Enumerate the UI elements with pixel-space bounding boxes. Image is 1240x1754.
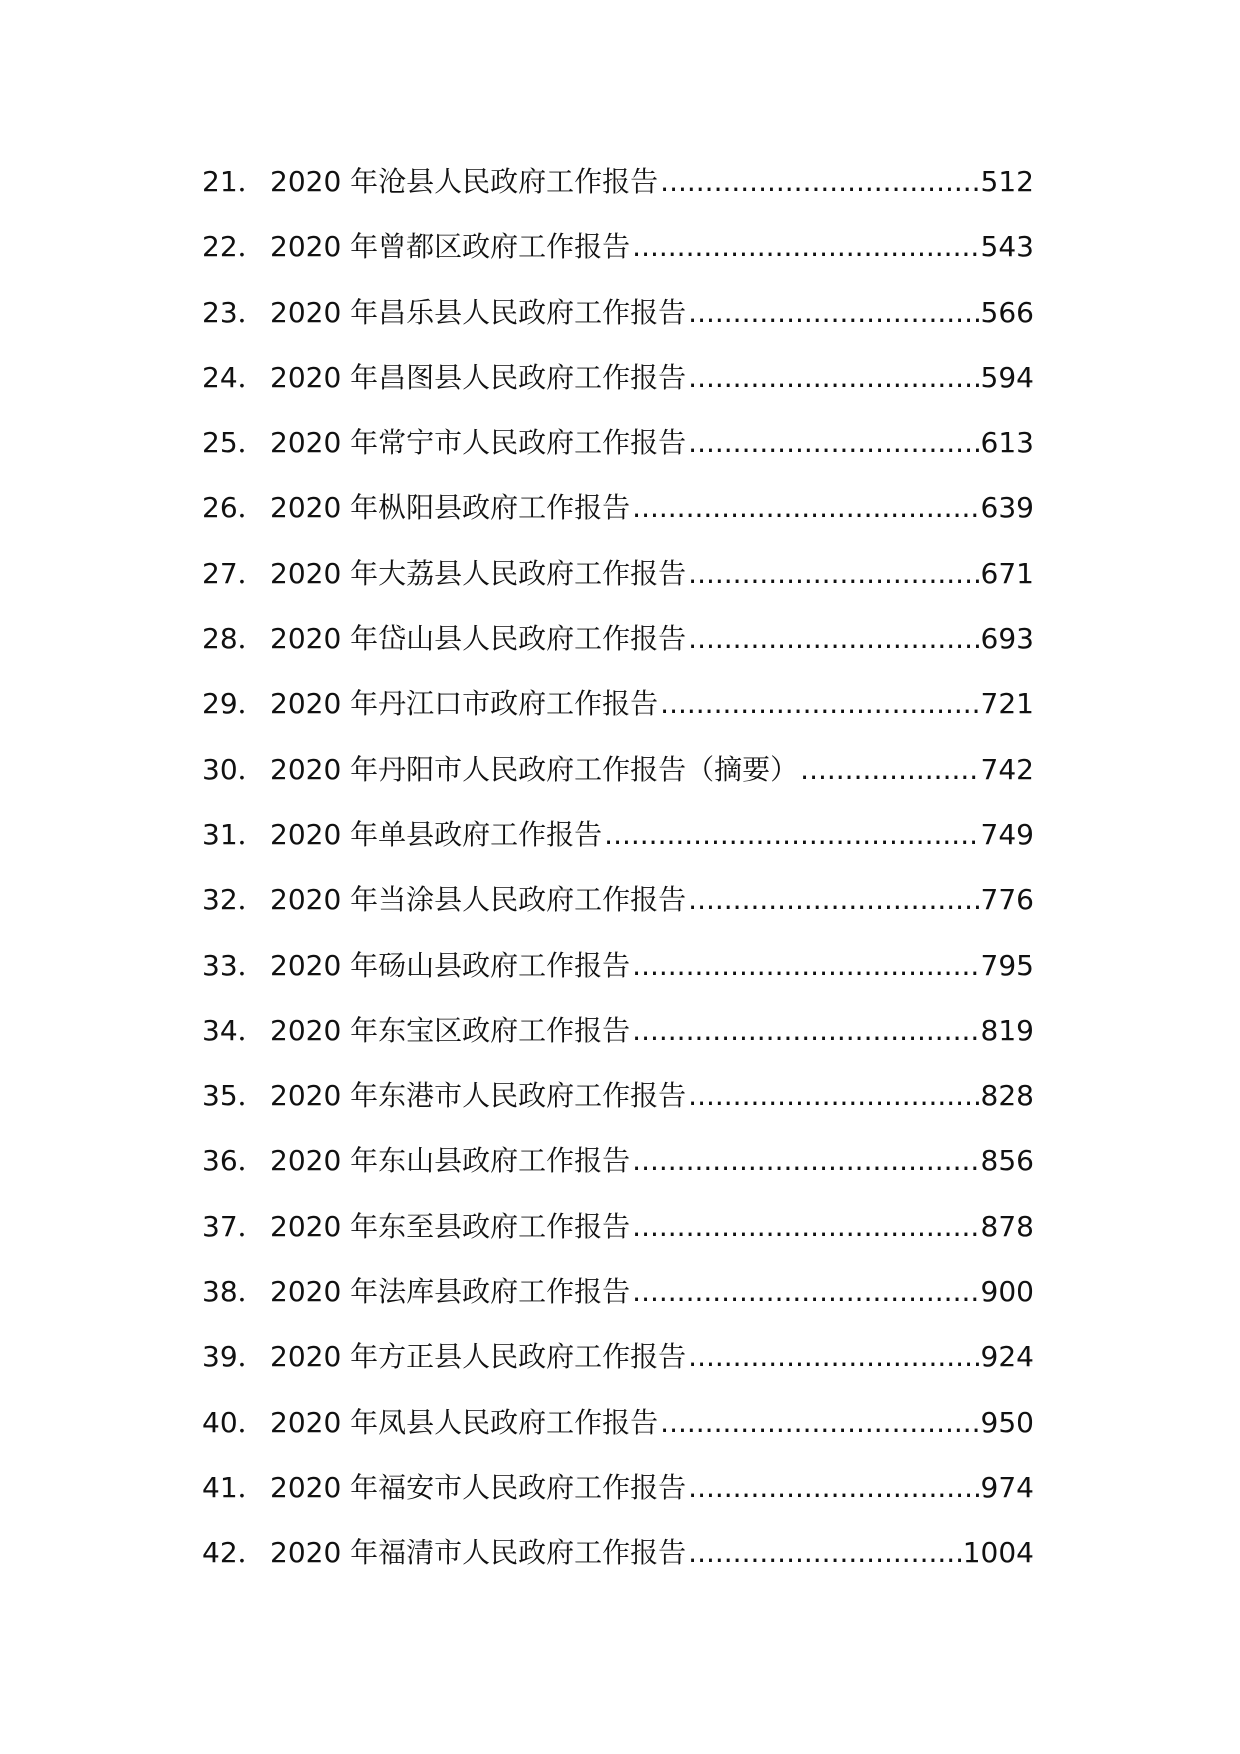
toc-entry-number: 39． bbox=[202, 1340, 266, 1374]
toc-dot-leader bbox=[688, 299, 978, 327]
toc-entry[interactable] bbox=[202, 1275, 1034, 1343]
toc-entry-title: 2020 年丹江口市政府工作报告 bbox=[270, 687, 659, 721]
toc-entry[interactable] bbox=[202, 295, 1034, 364]
toc-entry-page-number: 693 bbox=[980, 622, 1034, 656]
toc-dot-leader bbox=[632, 494, 978, 522]
toc-dot-leader bbox=[632, 1147, 978, 1175]
toc-entry-page-number: 924 bbox=[980, 1340, 1034, 1374]
toc-dot-leader bbox=[632, 1278, 978, 1306]
toc-entry-number: 25． bbox=[202, 426, 266, 460]
toc-dot-leader bbox=[688, 364, 978, 392]
toc-dot-leader bbox=[632, 952, 978, 980]
toc-dot-leader bbox=[800, 756, 978, 784]
toc-dot-leader bbox=[632, 1017, 978, 1045]
toc-entry-title: 2020 年丹阳市人民政府工作报告（摘要） bbox=[270, 752, 799, 786]
toc-entry[interactable] bbox=[202, 687, 1034, 755]
toc-entry-title: 2020 年当涂县人民政府工作报告 bbox=[270, 883, 687, 917]
toc-entry-page-number: 613 bbox=[980, 426, 1034, 460]
toc-entry-title: 2020 年方正县人民政府工作报告 bbox=[270, 1340, 687, 1374]
toc-entry-page-number: 543 bbox=[980, 230, 1034, 264]
toc-entry-title: 2020 年凤县人民政府工作报告 bbox=[270, 1405, 659, 1439]
toc-entry[interactable] bbox=[202, 360, 1034, 429]
toc-entry-page-number: 671 bbox=[980, 556, 1034, 590]
toc-entry-page-number: 566 bbox=[980, 295, 1034, 329]
toc-dot-leader bbox=[660, 690, 978, 718]
toc-entry-title: 2020 年单县政府工作报告 bbox=[270, 817, 603, 851]
toc-dot-leader bbox=[688, 1082, 978, 1110]
toc-dot-leader bbox=[660, 168, 978, 196]
toc-entry-number: 38． bbox=[202, 1275, 266, 1309]
toc-entry-page-number: 900 bbox=[980, 1275, 1034, 1309]
toc-entry-number: 23． bbox=[202, 295, 266, 329]
toc-entry-page-number: 828 bbox=[980, 1079, 1034, 1113]
toc-entry[interactable] bbox=[202, 556, 1034, 625]
toc-dot-leader bbox=[688, 560, 978, 588]
toc-entry-title: 2020 年福安市人民政府工作报告 bbox=[270, 1470, 687, 1504]
toc-entry[interactable] bbox=[202, 1405, 1034, 1474]
toc-entry-title: 2020 年东山县政府工作报告 bbox=[270, 1144, 631, 1178]
toc-entry-number: 40． bbox=[202, 1405, 266, 1439]
toc-dot-leader bbox=[688, 1539, 961, 1567]
toc-entry-page-number: 742 bbox=[980, 752, 1034, 786]
toc-entry-page-number: 512 bbox=[980, 165, 1034, 198]
toc-dot-leader bbox=[688, 1343, 978, 1371]
toc-dot-leader bbox=[688, 625, 978, 653]
toc-entry[interactable] bbox=[202, 1470, 1034, 1539]
toc-entry-number: 28． bbox=[202, 622, 266, 656]
toc-entry[interactable] bbox=[202, 165, 1034, 233]
toc-entry[interactable] bbox=[202, 1340, 1034, 1408]
toc-entry-title: 2020 年东宝区政府工作报告 bbox=[270, 1013, 631, 1047]
toc-entry[interactable] bbox=[202, 426, 1034, 494]
toc-entry-title: 2020 年昌图县人民政府工作报告 bbox=[270, 360, 687, 394]
toc-entry-number: 36． bbox=[202, 1144, 266, 1178]
toc-entry-page-number: 594 bbox=[980, 360, 1034, 394]
toc-entry-number: 27． bbox=[202, 556, 266, 590]
toc-entry-page-number: 721 bbox=[980, 687, 1034, 721]
toc-dot-leader bbox=[688, 886, 978, 914]
toc-entry[interactable] bbox=[202, 817, 1034, 886]
toc-entry-title: 2020 年大荔县人民政府工作报告 bbox=[270, 556, 687, 590]
toc-entry-title: 2020 年昌乐县人民政府工作报告 bbox=[270, 295, 687, 329]
toc-entry-title: 2020 年福清市人民政府工作报告 bbox=[270, 1536, 687, 1570]
toc-entry-number: 35． bbox=[202, 1079, 266, 1113]
toc-entry-number: 22． bbox=[202, 230, 266, 264]
toc-entry[interactable] bbox=[202, 752, 1034, 821]
toc-entry-number: 24． bbox=[202, 360, 266, 394]
toc-entry-page-number: 856 bbox=[980, 1144, 1034, 1178]
toc-entry-number: 26． bbox=[202, 491, 266, 525]
toc-entry-page-number: 1004 bbox=[962, 1536, 1034, 1570]
toc-dot-leader bbox=[604, 821, 978, 849]
toc-entry[interactable] bbox=[202, 1209, 1034, 1278]
toc-entry-number: 21． bbox=[202, 165, 266, 198]
toc-entry-title: 2020 年曾都区政府工作报告 bbox=[270, 230, 631, 264]
toc-entry-title: 2020 年常宁市人民政府工作报告 bbox=[270, 426, 687, 460]
toc-entry-page-number: 878 bbox=[980, 1209, 1034, 1243]
toc-entry-page-number: 639 bbox=[980, 491, 1034, 525]
toc-entry-page-number: 776 bbox=[980, 883, 1034, 917]
toc-entry-title: 2020 年沧县人民政府工作报告 bbox=[270, 165, 659, 198]
toc-entry[interactable] bbox=[202, 1536, 1034, 1604]
toc-entry[interactable] bbox=[202, 948, 1034, 1017]
toc-entry-number: 34． bbox=[202, 1013, 266, 1047]
toc-entry-number: 42． bbox=[202, 1536, 266, 1570]
toc-entry-title: 2020 年东港市人民政府工作报告 bbox=[270, 1079, 687, 1113]
toc-entry-page-number: 950 bbox=[980, 1405, 1034, 1439]
toc-entry-number: 31． bbox=[202, 817, 266, 851]
toc-dot-leader bbox=[632, 233, 978, 261]
toc-entry-title: 2020 年东至县政府工作报告 bbox=[270, 1209, 631, 1243]
toc-dot-leader bbox=[632, 1213, 978, 1241]
toc-entry[interactable] bbox=[202, 1013, 1034, 1082]
toc-entry[interactable] bbox=[202, 1079, 1034, 1147]
toc-entry[interactable] bbox=[202, 883, 1034, 951]
toc-entry[interactable] bbox=[202, 1144, 1034, 1212]
toc-entry-title: 2020 年枞阳县政府工作报告 bbox=[270, 491, 631, 525]
toc-dot-leader bbox=[688, 429, 978, 457]
toc-entry-title: 2020 年砀山县政府工作报告 bbox=[270, 948, 631, 982]
toc-entry-number: 32． bbox=[202, 883, 266, 917]
toc-entry-number: 33． bbox=[202, 948, 266, 982]
toc-entry-page-number: 974 bbox=[980, 1470, 1034, 1504]
toc-entry-title: 2020 年法库县政府工作报告 bbox=[270, 1275, 631, 1309]
toc-entry[interactable] bbox=[202, 491, 1034, 559]
toc-dot-leader bbox=[688, 1474, 978, 1502]
toc-entry-number: 37． bbox=[202, 1209, 266, 1243]
toc-entry-number: 41． bbox=[202, 1470, 266, 1504]
toc-dot-leader bbox=[660, 1409, 978, 1437]
toc-entry[interactable] bbox=[202, 622, 1034, 690]
toc-entry[interactable] bbox=[202, 230, 1034, 298]
toc-entry-page-number: 819 bbox=[980, 1013, 1034, 1047]
toc-entry-title: 2020 年岱山县人民政府工作报告 bbox=[270, 622, 687, 656]
table-of-contents bbox=[202, 165, 1034, 1605]
toc-entry-page-number: 749 bbox=[980, 817, 1034, 851]
toc-entry-page-number: 795 bbox=[980, 948, 1034, 982]
toc-entry-number: 29． bbox=[202, 687, 266, 721]
toc-entry-number: 30． bbox=[202, 752, 266, 786]
